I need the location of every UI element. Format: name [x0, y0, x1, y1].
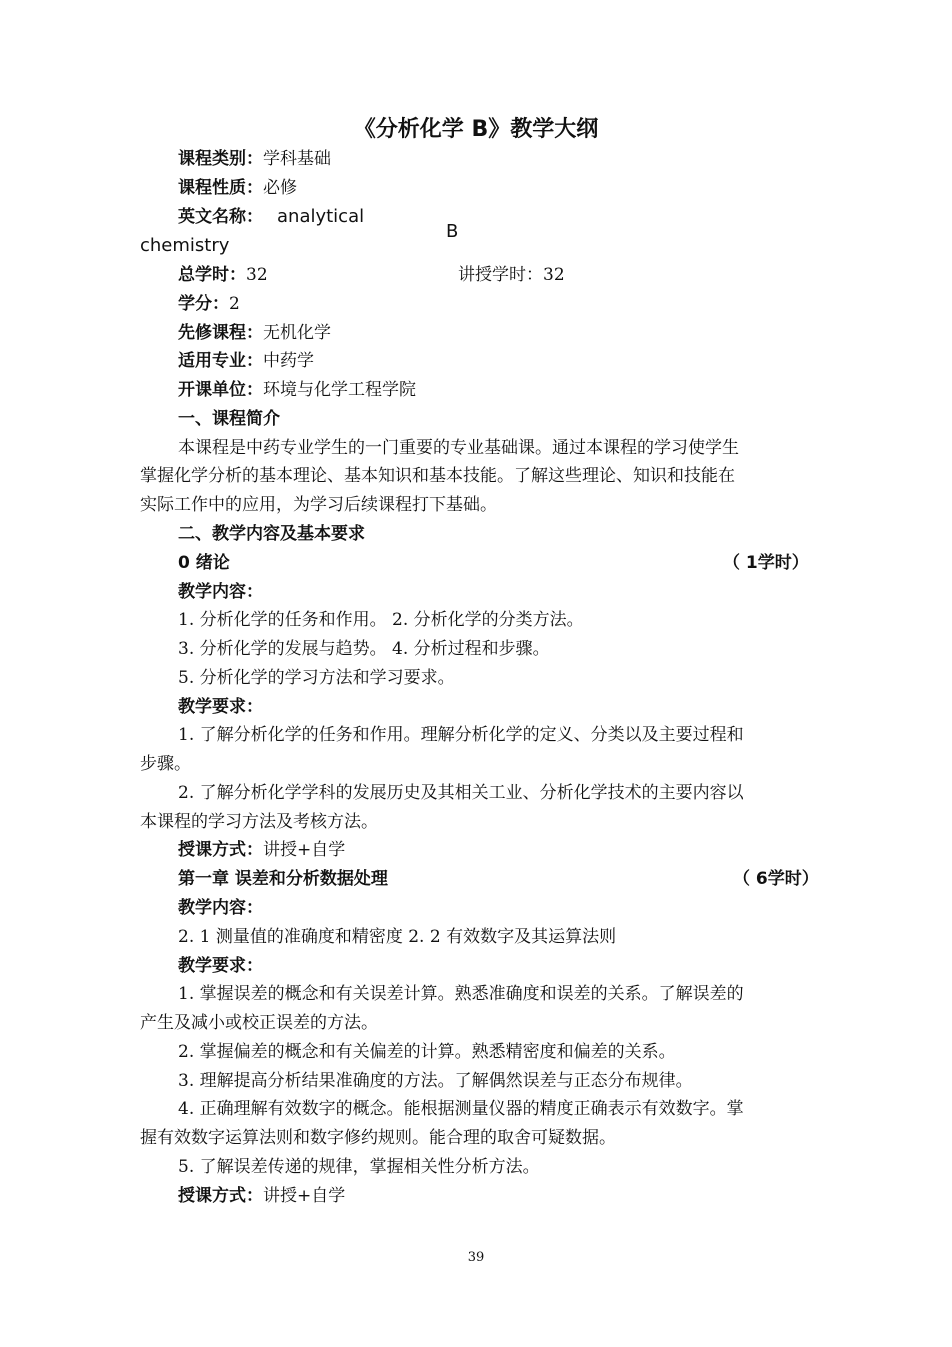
chapter-1-requirement-4-line-1: 4. 正确理解有效数字的概念。能根据测量仪器的精度正确表示有效数字。掌	[178, 1099, 744, 1119]
chapter-1-requirement-3: 3. 理解提高分析结果准确度的方法。了解偶然误差与正态分布规律。	[178, 1071, 693, 1091]
chapter-1-method-label: 授课方式：	[178, 1186, 263, 1206]
credits	[178, 290, 240, 318]
english-name-value-1: analytical	[277, 206, 365, 227]
chapter-1-method-value: 讲授+自学	[263, 1186, 346, 1206]
chapter-1-requirement-2: 2. 掌握偏差的概念和有关偏差的计算。熟悉精密度和偏差的关系。	[178, 1042, 676, 1062]
chapter-1-requirements-label: 教学要求：	[178, 956, 263, 976]
credits-value: 2	[229, 294, 240, 314]
chapter-0-content-1: 1. 分析化学的任务和作用。 2. 分析化学的分类方法。	[178, 610, 584, 630]
chapter-1-title: 第一章 误差和分析数据处理	[178, 869, 388, 889]
offering-department-value: 环境与化学工程学院	[263, 380, 416, 400]
intro-paragraph-line-2: 掌握化学分析的基本理论、基本知识和基本技能。了解这些理论、知识和技能在	[140, 466, 735, 486]
english-name-value-b: B	[446, 221, 459, 242]
chapter-0-teaching-method	[178, 836, 345, 864]
chapter-0-requirement-2-line-1: 2. 了解分析化学学科的发展历史及其相关工业、分析化学技术的主要内容以	[178, 783, 744, 803]
document-title: 《分析化学 B》教学大纲	[353, 117, 599, 142]
chapter-0-requirement-1-line-2: 步骤。	[140, 754, 191, 774]
english-name	[178, 203, 364, 231]
chapter-1-hours: （ 6学时）	[733, 869, 819, 889]
chapter-0-content-label: 教学内容：	[178, 582, 263, 602]
chapter-0-requirements-label: 教学要求：	[178, 697, 263, 717]
course-category-value: 学科基础	[263, 149, 331, 169]
section-heading-intro: 一、课程简介	[178, 409, 280, 429]
section-heading-content: 二、教学内容及基本要求	[178, 524, 365, 544]
credits-label: 学分：	[178, 294, 229, 314]
chapter-1-requirement-4-line-2: 握有效数字运算法则和数字修约规则。能合理的取舍可疑数据。	[140, 1128, 616, 1148]
chapter-1-content-label: 教学内容：	[178, 898, 263, 918]
course-nature-label: 课程性质：	[178, 178, 263, 198]
chapter-1-requirement-5: 5. 了解误差传递的规律，掌握相关性分析方法。	[178, 1157, 540, 1177]
intro-paragraph-line-1: 本课程是中药专业学生的一门重要的专业基础课。通过本课程的学习使学生	[178, 438, 739, 458]
total-hours-label: 总学时：	[178, 265, 246, 285]
chapter-0-content-2: 3. 分析化学的发展与趋势。 4. 分析过程和步骤。	[178, 639, 550, 659]
applicable-major-label: 适用专业：	[178, 351, 263, 371]
offering-department	[178, 376, 416, 404]
chapter-1-content-1: 2. 1 测量值的准确度和精密度 2. 2 有效数字及其运算法则	[178, 927, 617, 947]
course-category-label: 课程类别：	[178, 149, 263, 169]
lecture-hours-value: 32	[543, 265, 565, 285]
course-nature	[178, 174, 297, 202]
prerequisite	[178, 319, 331, 347]
chapter-1-teaching-method	[178, 1182, 345, 1210]
chapter-0-hours: （ 1学时）	[723, 553, 809, 573]
english-name-label: 英文名称：	[178, 207, 263, 227]
chapter-0-requirement-2-line-2: 本课程的学习方法及考核方法。	[140, 812, 378, 832]
chapter-1-requirement-1-line-1: 1. 掌握误差的概念和有关误差计算。熟悉准确度和误差的关系。了解误差的	[178, 984, 744, 1004]
chapter-0-method-label: 授课方式：	[178, 840, 263, 860]
chapter-0-method-value: 讲授+自学	[263, 840, 346, 860]
applicable-major	[178, 347, 314, 375]
chapter-0-content-3: 5. 分析化学的学习方法和学习要求。	[178, 668, 455, 688]
prerequisite-value: 无机化学	[263, 323, 331, 343]
total-hours	[178, 261, 268, 289]
prerequisite-label: 先修课程：	[178, 323, 263, 343]
english-name-value-2: chemistry	[140, 235, 230, 256]
total-hours-value: 32	[246, 265, 268, 285]
chapter-0-title: 0 绪论	[178, 553, 230, 573]
chapter-1-requirement-1-line-2: 产生及减小或校正误差的方法。	[140, 1013, 378, 1033]
lecture-hours-label: 讲授学时：	[458, 265, 543, 285]
course-nature-value: 必修	[263, 178, 297, 198]
lecture-hours	[458, 261, 565, 289]
intro-paragraph-line-3: 实际工作中的应用，为学习后续课程打下基础。	[140, 495, 497, 515]
offering-department-label: 开课单位：	[178, 380, 263, 400]
page-number: 39	[467, 1250, 485, 1265]
applicable-major-value: 中药学	[263, 351, 314, 371]
course-category	[178, 145, 331, 173]
chapter-0-requirement-1-line-1: 1. 了解分析化学的任务和作用。理解分析化学的定义、分类以及主要过程和	[178, 725, 744, 745]
